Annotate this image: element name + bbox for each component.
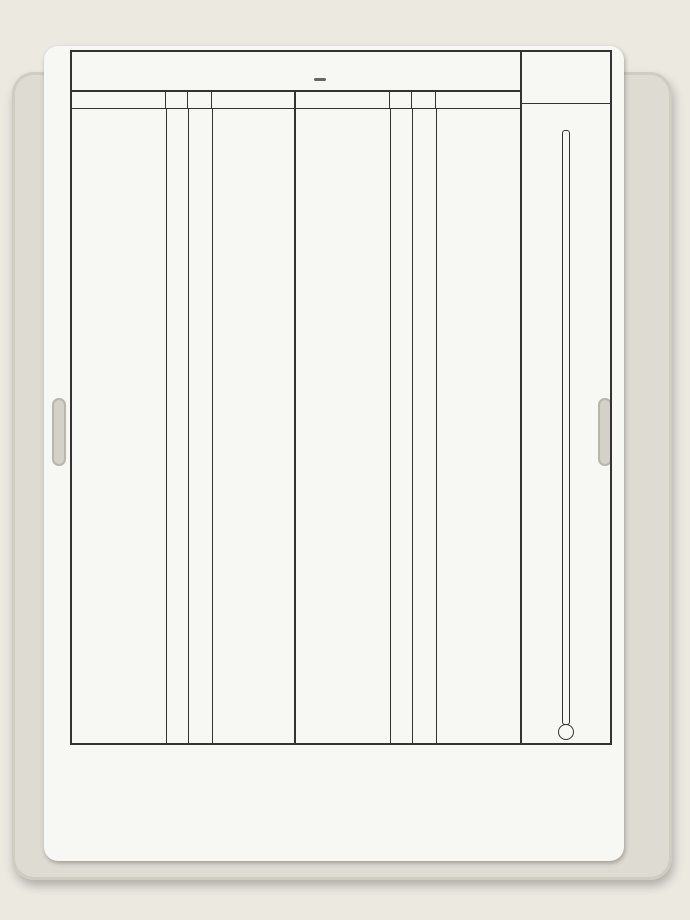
right-column-group <box>296 109 520 744</box>
col-sym <box>166 92 188 108</box>
thermometer-bulb <box>558 724 574 740</box>
col-atno-2 <box>412 92 436 108</box>
thermometer-icon <box>562 130 570 725</box>
col-name-2 <box>296 92 390 108</box>
temperature-chart <box>520 50 612 745</box>
left-slot <box>52 398 66 466</box>
col-name <box>72 92 166 108</box>
col-atno <box>188 92 212 108</box>
column-headers <box>72 92 520 109</box>
left-column-group <box>72 109 296 744</box>
col-atwt-2 <box>436 92 520 108</box>
col-atwt <box>212 92 296 108</box>
table-header <box>72 52 520 92</box>
elements-table <box>70 50 522 745</box>
col-sym-2 <box>390 92 412 108</box>
temperature-title <box>520 52 610 104</box>
table-body <box>72 109 520 744</box>
